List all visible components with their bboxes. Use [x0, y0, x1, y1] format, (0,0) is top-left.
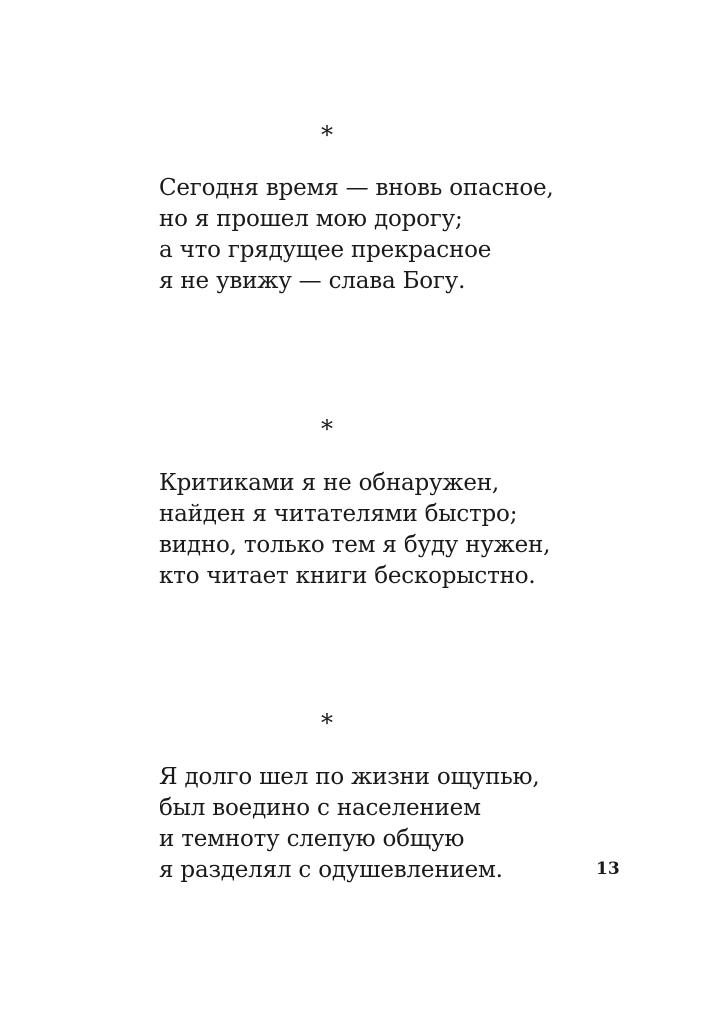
poem-line: но я прошел мою дорогу;	[159, 206, 463, 232]
poem-2-separator: *	[321, 415, 333, 443]
poem-3-separator: *	[321, 709, 333, 737]
poem-1-separator: *	[321, 121, 333, 149]
poem-line: я не увижу — слава Богу.	[159, 268, 466, 294]
poem-line: Я долго шел по жизни ощупью,	[159, 764, 540, 790]
poem-line: кто читает книги бескорыстно.	[159, 563, 536, 589]
poem-line: я разделял с одушевлением.	[159, 857, 503, 883]
poem-line: Сегодня время — вновь опасное,	[159, 175, 554, 201]
poem-line: был воедино с населением	[159, 795, 481, 821]
poem-line: и темноту слепую общую	[159, 826, 465, 852]
poem-line: видно, только тем я буду нужен,	[159, 532, 551, 558]
poem-line: а что грядущее прекрасное	[159, 237, 492, 263]
poem-2	[159, 468, 550, 592]
poem-line: Критиками я не обнаружен,	[159, 470, 500, 496]
page-number: 13	[596, 859, 620, 879]
poem-3	[159, 762, 539, 886]
poem-1	[159, 173, 554, 297]
poem-line: найден я читателями быстро;	[159, 501, 518, 527]
